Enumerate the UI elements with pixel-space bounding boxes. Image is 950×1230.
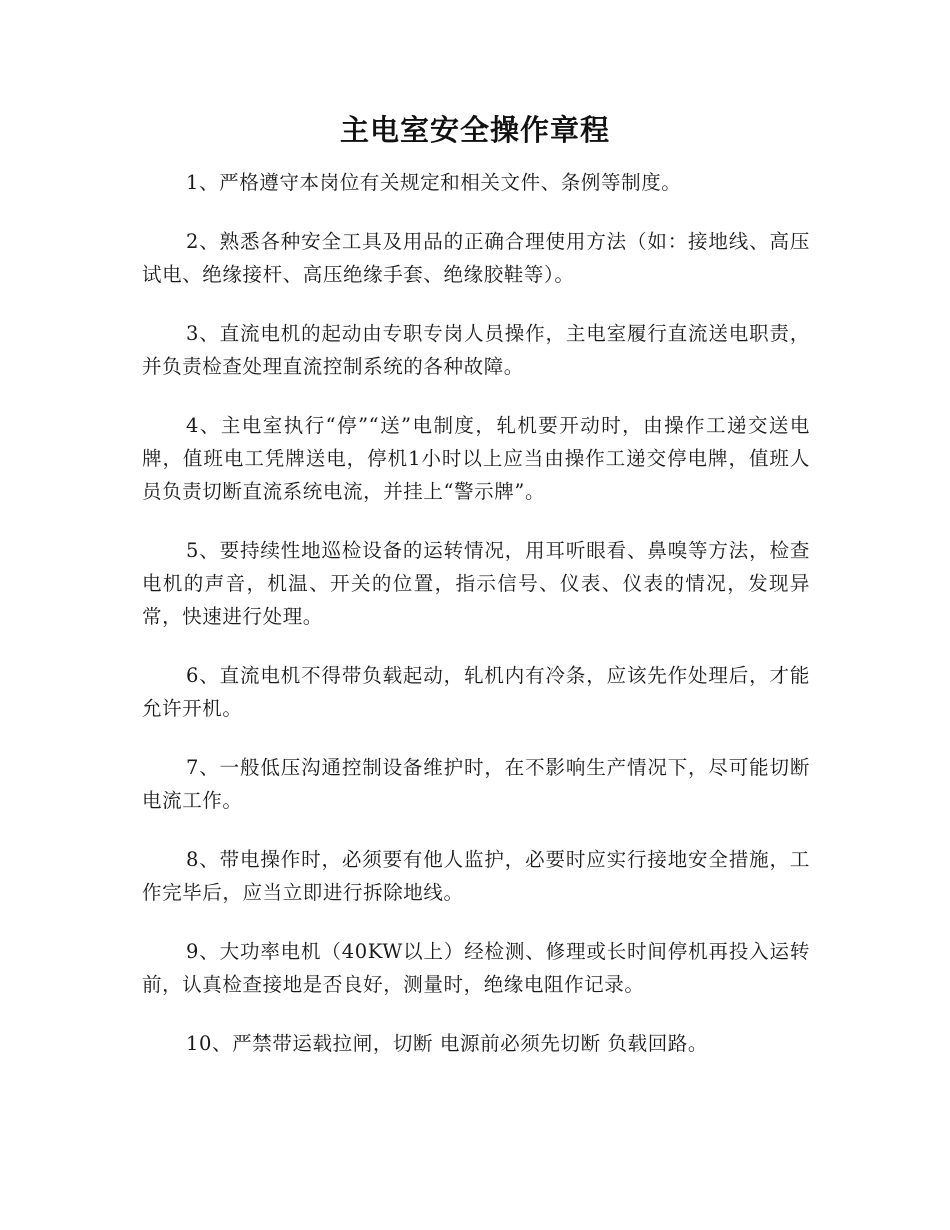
paragraph-5: 5、要持续性地巡检设备的运转情况，用耳听眼看、鼻嗅等方法，检查电机的声音，机温、开关的位置，指示信号、仪表、仪表的情况，发现异常，快速进行处理。 <box>142 539 810 628</box>
paragraph-10: 10、严禁带运载拉闸，切断 电源前必须先切断 负载回路。 <box>186 1032 709 1055</box>
paragraph-1: 1、严格遵守本岗位有关规定和相关文件、条例等制度。 <box>186 171 682 194</box>
paragraph-7: 7、一般低压沟通控制设备维护时，在不影响生产情况下，尽可能切断电流工作。 <box>142 756 810 812</box>
page-title: 主电室安全操作章程 <box>339 113 610 147</box>
document-body <box>142 166 810 1086</box>
paragraph-2: 2、熟悉各种安全工具及用品的正确合理使用方法（如：接地线、高压试电、绝缘接杆、高压绝缘手套、绝缘胶鞋等）。 <box>142 230 810 286</box>
paragraph-4: 4、主电室执行“停”“送”电制度，轧机要开动时，由操作工递交送电牌，值班电工凭牌送电，停机1小时以上应当由操作工递交停电牌，值班人员负责切断直流系统电流，并挂上“警示牌”。 <box>142 414 810 503</box>
paragraph-3: 3、直流电机的起动由专职专岗人员操作，主电室履行直流送电职责，并负责检查处理直流控制系统的各种故障。 <box>142 322 810 378</box>
paragraph-6: 6、直流电机不得带负载起动，轧机内有冷条，应该先作处理后，才能允许开机。 <box>142 664 810 720</box>
paragraph-8: 8、带电操作时，必须要有他人监护，必要时应实行接地安全措施，工作完毕后，应当立即进行拆除地线。 <box>142 848 810 904</box>
paragraph-9: 9、大功率电机（40KW以上）经检测、修理或长时间停机再投入运转前，认真检查接地是否良好，测量时，绝缘电阻作记录。 <box>142 940 810 996</box>
